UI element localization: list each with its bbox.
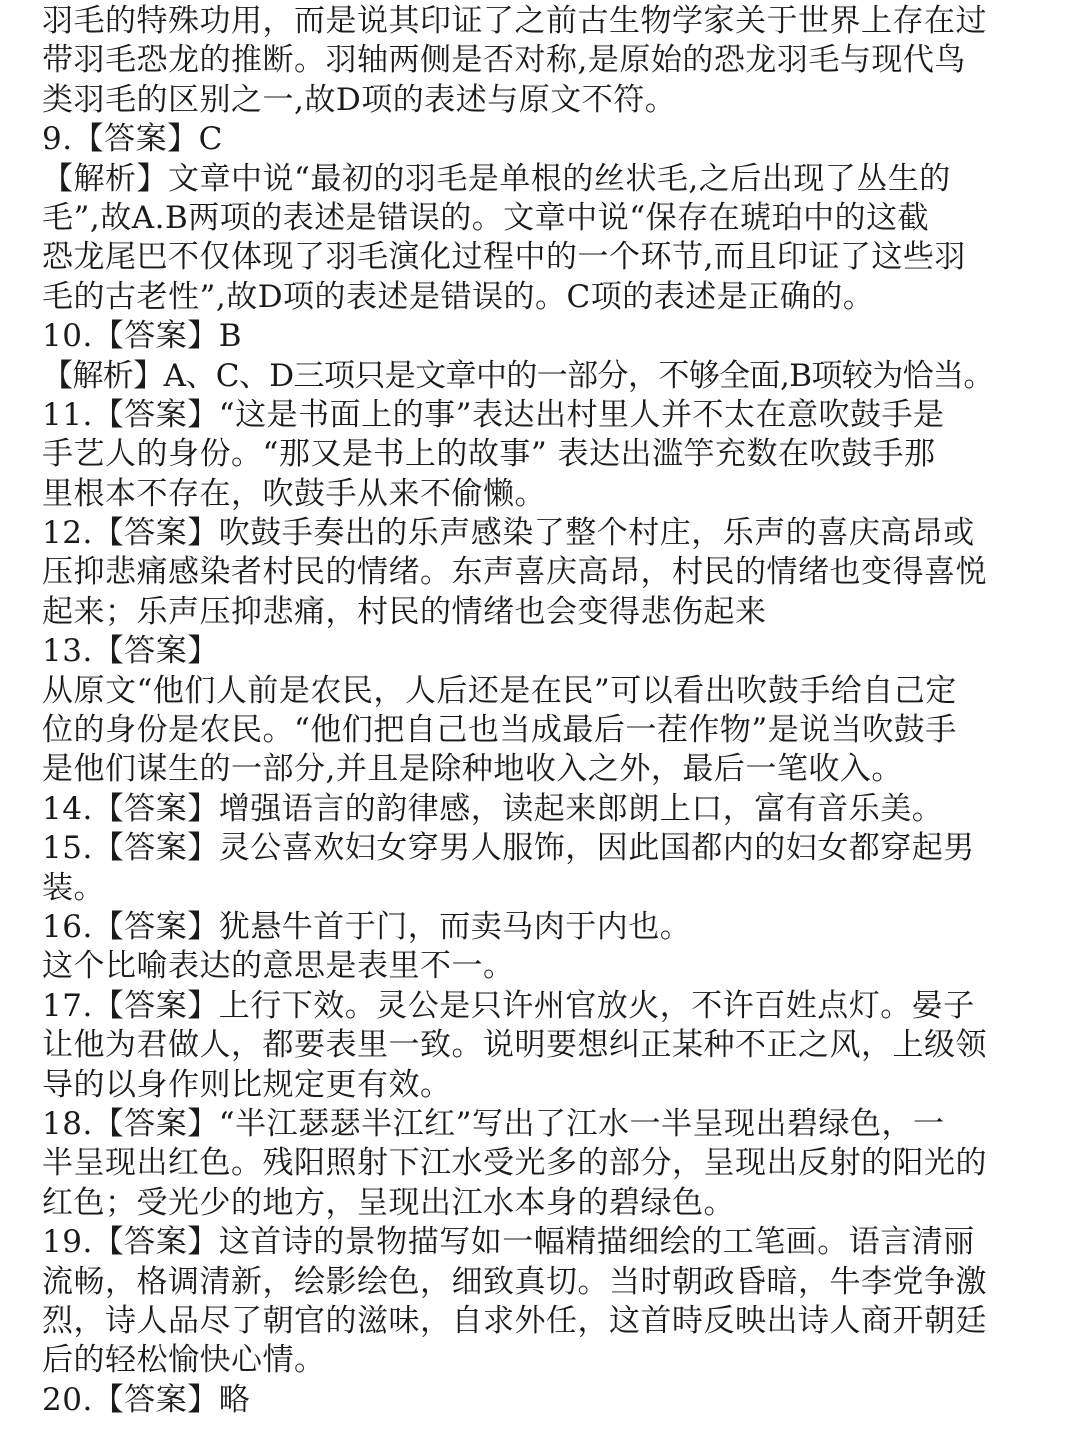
text-line: 是他们谋生的一部分,并且是除种地收入之外，最后一笔收入。	[42, 751, 903, 788]
answer-19: 19.【答案】这首诗的景物描写如一幅精描细绘的工笔画。语言清丽	[42, 1224, 975, 1261]
answer-20: 20.【答案】略	[42, 1381, 251, 1418]
text-line: 导的以身作则比规定更有效。	[42, 1066, 452, 1103]
text-line: 压抑悲痛感染者村民的情绪。东声喜庆高昂，村民的情绪也变得喜悦	[42, 554, 987, 591]
answer-heading-10: 10.【答案】B	[42, 318, 243, 355]
analysis-line: 【解析】文章中说“最初的羽毛是单根的丝状毛,之后出现了丛生的	[42, 160, 951, 197]
text-line: 起来；乐声压抑悲痛，村民的情绪也会变得悲伤起来	[42, 593, 767, 630]
text-line: 毛”,故A.B两项的表述是错误的。文章中说“保存在琥珀中的这截	[42, 199, 930, 236]
text-line: 烈，诗人品尽了朝官的滋味，自求外任，这首時反映出诗人商开朝廷	[42, 1302, 987, 1339]
text-line: 半呈现出红色。残阳照射下江水受光多的部分，呈现出反射的阳光的	[42, 1145, 987, 1182]
answer-document	[42, 2, 1052, 1420]
text-line: 毛的古老性”,故D项的表述是错误的。C项的表述是正确的。	[42, 278, 875, 315]
text-line: 让他为君做人，都要表里一致。说明要想纠正某种不正之风，上级领	[42, 1027, 987, 1064]
answer-17: 17.【答案】上行下效。灵公是只许州官放火，不许百姓点灯。晏子	[42, 987, 975, 1024]
answer-16: 16.【答案】犹悬牛首于门，而卖马肉于内也。	[42, 908, 692, 945]
text-line: 手艺人的身份。“那又是书上的故事” 表达出滥竽充数在吹鼓手那	[42, 436, 936, 473]
text-line: 红色；受光少的地方，呈现出江水本身的碧绿色。	[42, 1184, 735, 1221]
text-line: 从原文“他们人前是农民，人后还是在民”可以看出吹鼓手给自己定	[42, 672, 957, 709]
answer-heading-9: 9.【答案】C	[42, 121, 223, 158]
text-line: 恐龙尾巴不仅体现了羽毛演化过程中的一个环节,而且印证了这些羽	[42, 239, 966, 276]
text-line: 里根本不存在，吹鼓手从来不偷懒。	[42, 475, 546, 512]
analysis-line: 【解析】A、C、D三项只是文章中的一部分，不够全面,B项较为恰当。	[42, 357, 994, 394]
answer-11: 11.【答案】“这是书面上的事”表达出村里人并不太在意吹鼓手是	[42, 396, 945, 433]
text-line: 位的身份是农民。“他们把自己也当成最后一茬作物”是说当吹鼓手	[42, 712, 957, 749]
answer-14: 14.【答案】增强语言的韵律感，读起来郎朗上口，富有音乐美。	[42, 790, 944, 827]
text-line: 后的轻松愉快心情。	[42, 1342, 326, 1379]
text-line: 装。	[42, 869, 105, 906]
answer-12: 12.【答案】吹鼓手奏出的乐声感染了整个村庄，乐声的喜庆高昂或	[42, 515, 975, 552]
text-line: 带羽毛恐龙的推断。羽轴两侧是否对称,是原始的恐龙羽毛与现代鸟	[42, 42, 966, 79]
answer-heading-13: 13.【答案】	[42, 633, 219, 670]
text-line: 流畅，格调清新，绘影绘色，细致真切。当时朝政昏暗，牛李党争激	[42, 1263, 987, 1300]
text-line: 这个比喻表达的意思是表里不一。	[42, 948, 515, 985]
answer-15: 15.【答案】灵公喜欢妇女穿男人服饰，因此国都内的妇女都穿起男	[42, 830, 975, 867]
text-line: 羽毛的特殊功用，而是说其印证了之前古生物学家关于世界上存在过	[42, 3, 987, 39]
answer-18: 18.【答案】“半江瑟瑟半江红”写出了江水一半呈现出碧绿色，一	[42, 1105, 945, 1142]
text-line: 类羽毛的区别之一,故D项的表述与原文不符。	[42, 81, 677, 118]
